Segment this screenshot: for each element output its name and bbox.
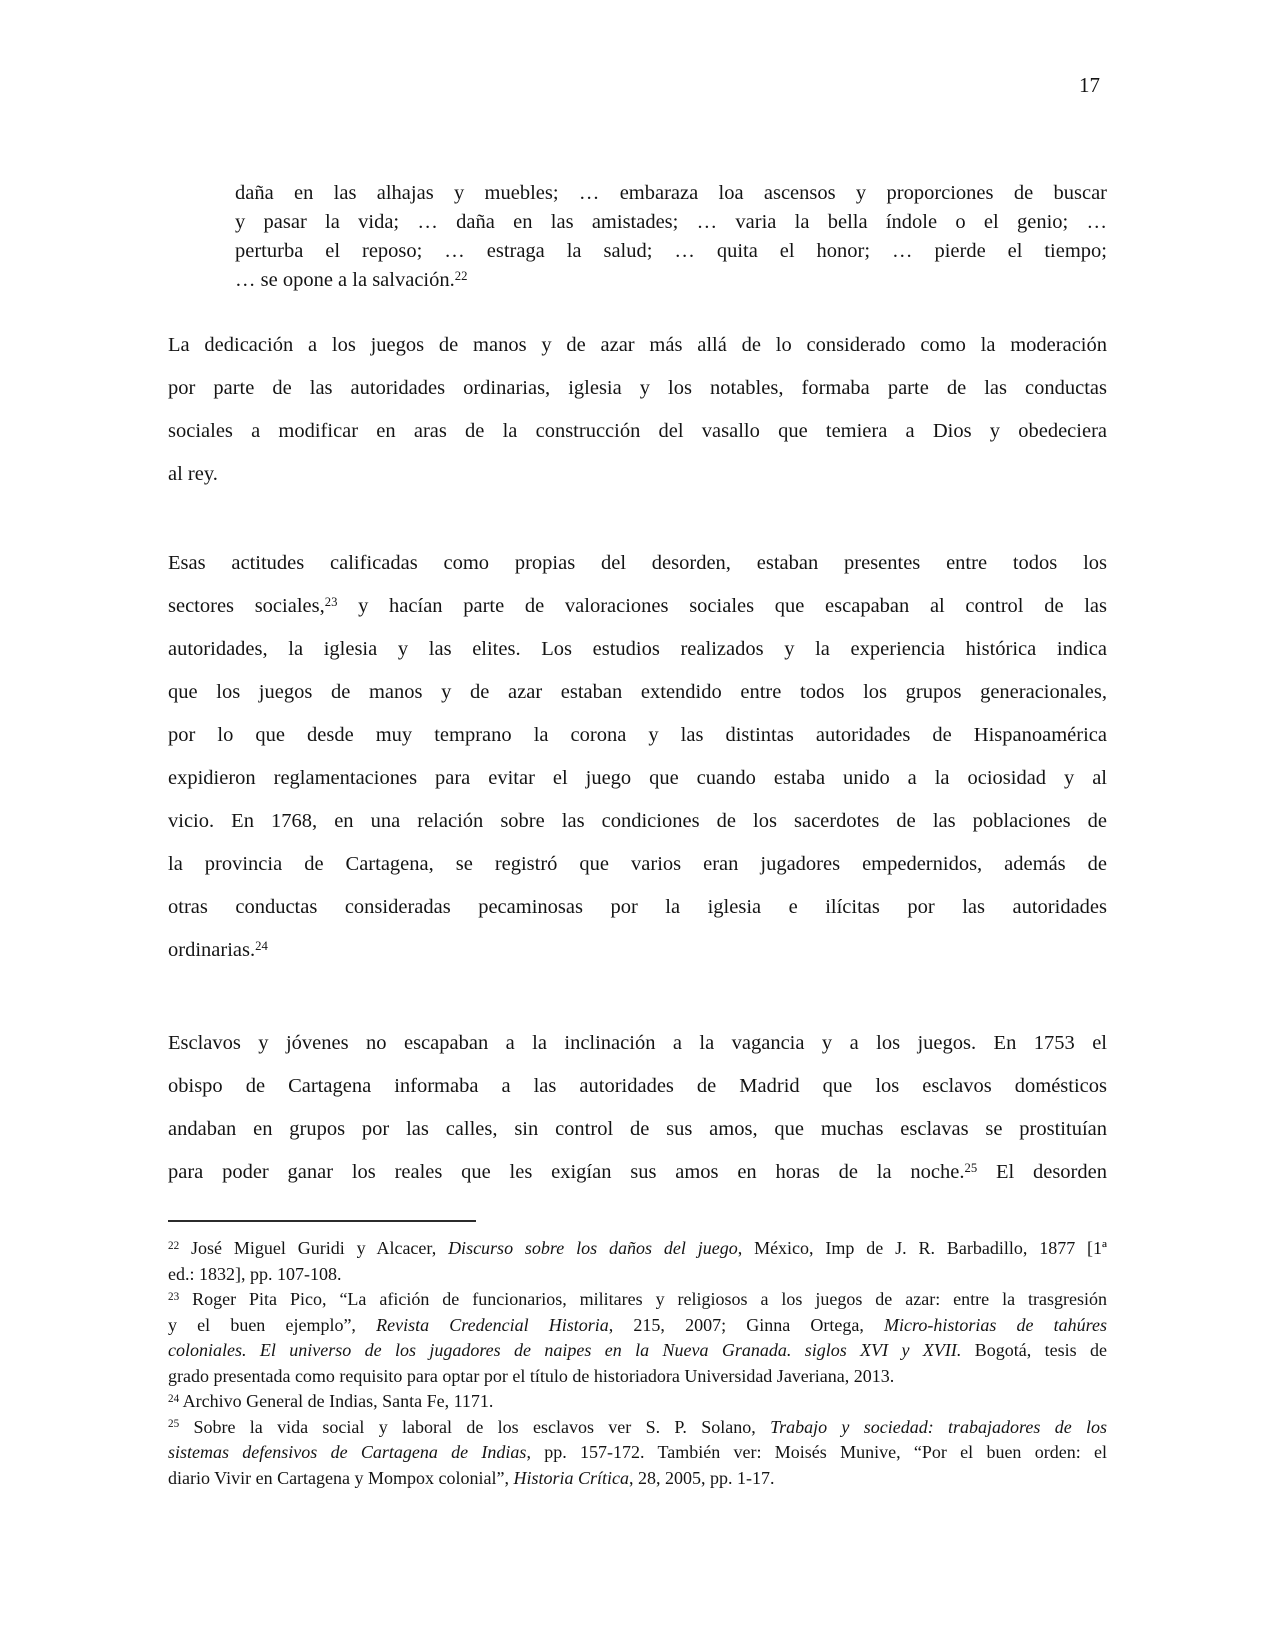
text-line	[168, 1236, 1107, 1262]
text-run: Discurso sobre los daños del juego	[448, 1238, 738, 1258]
text-line	[168, 757, 1107, 800]
text-run: y el buen ejemplo”,	[168, 1314, 377, 1335]
footnote-marker: 24	[168, 1392, 180, 1405]
paragraph-esclavos	[168, 1022, 1107, 1194]
text-run: Micro-historias de tahúres	[884, 1314, 1108, 1335]
text-run: por parte de las autoridades ordinarias, iglesia y los notables, formaba parte de las conductas	[168, 377, 1107, 399]
text-run: otras conductas consideradas pecaminosas por la iglesia e ilícitas por las autoridades	[168, 896, 1107, 918]
text-run: , 28, 2005, pp. 1-17.	[629, 1467, 775, 1488]
footnote-marker: 23	[168, 1290, 180, 1303]
paragraph-dedicacion	[168, 324, 1107, 496]
text-run: diario Vivir en Cartagena y Mompox colonial”,	[168, 1467, 514, 1488]
text-run: Historia Crítica	[513, 1467, 630, 1488]
text-line	[168, 410, 1107, 453]
text-line	[168, 1287, 1107, 1313]
text-line	[168, 1262, 1107, 1288]
footnote-marker: 25	[168, 1418, 180, 1431]
text-run: expidieron reglamentaciones para evitar el juego que cuando estaba unido a la ociosidad y al	[168, 767, 1107, 789]
text-line	[168, 671, 1107, 714]
text-line	[168, 1338, 1107, 1364]
text-line	[235, 237, 1107, 266]
text-run: por lo que desde muy temprano la corona y las distintas autoridades de Hispanoamérica	[168, 724, 1107, 746]
text-run: grado presentada como requisito para optar por el título de historiadora Universidad Javeriana, 2013.	[168, 1365, 895, 1386]
text-line	[168, 886, 1107, 929]
text-run: Bogotá, tesis de	[961, 1340, 1107, 1360]
text-run: , México, Imp de J. R. Barbadillo, 1877 [1ª	[737, 1238, 1108, 1258]
text-run: Revista Credencial Historia	[376, 1314, 609, 1335]
footnote-marker: 24	[255, 939, 268, 954]
footnote-24	[168, 1389, 1107, 1415]
text-line	[168, 1065, 1107, 1108]
text-line	[168, 929, 1107, 972]
text-run: , 215, 2007; Ginna Ortega,	[608, 1314, 885, 1335]
text-line	[235, 208, 1107, 237]
text-run: La dedicación a los juegos de manos y de azar más allá de lo considerado como la moderación	[168, 334, 1107, 356]
footnote-marker: 22	[168, 1239, 180, 1252]
text-line	[168, 1364, 1107, 1390]
text-run: Esas actitudes calificadas como propias del desorden, estaban presentes entre todos los	[168, 552, 1107, 574]
text-run: coloniales. El universo de los jugadores de naipes en la Nueva Granada. siglos XVI y XVII.	[168, 1340, 962, 1360]
footnote-marker: 22	[454, 269, 468, 284]
text-run: daña en las alhajas y muebles; … embaraza loa ascensos y proporciones de buscar	[235, 182, 1107, 204]
text-run: vicio. En 1768, en una relación sobre las condiciones de los sacerdotes de las poblaciones de	[168, 810, 1107, 832]
text-line	[235, 179, 1107, 208]
text-run: , pp. 157-172. También ver: Moisés Munive, “Por el buen orden: el	[526, 1442, 1107, 1462]
footnote-22	[168, 1236, 1107, 1287]
text-line	[168, 1313, 1107, 1339]
text-line	[168, 1389, 1107, 1415]
text-run: y hacían parte de valoraciones sociales que escapaban al control de las	[337, 595, 1107, 617]
text-run: al rey.	[168, 463, 218, 485]
text-line	[168, 585, 1107, 628]
text-line	[168, 800, 1107, 843]
footnote-separator	[168, 1220, 476, 1222]
text-run: sectores sociales,	[168, 595, 325, 617]
text-line	[168, 324, 1107, 367]
text-run: Sobre la vida social y laboral de los esclavos ver S. P. Solano,	[179, 1416, 771, 1437]
text-line	[168, 1466, 1107, 1492]
text-run: perturba el reposo; … estraga la salud; … quita el honor; … pierde el tiempo;	[235, 240, 1107, 262]
text-line	[168, 542, 1107, 585]
text-run: la provincia de Cartagena, se registró que varios eran jugadores empedernidos, además de	[168, 853, 1107, 875]
text-line	[168, 714, 1107, 757]
text-run: obispo de Cartagena informaba a las autoridades de Madrid que los esclavos domésticos	[168, 1075, 1107, 1097]
text-line	[168, 1440, 1107, 1466]
text-run: Archivo General de Indias, Santa Fe, 1171.	[179, 1391, 494, 1411]
text-run: El desorden	[977, 1161, 1107, 1183]
text-run: sistemas defensivos de Cartagena de Indias	[168, 1442, 527, 1462]
text-run: Esclavos y jóvenes no escapaban a la inclinación a la vagancia y a los juegos. En 1753 el	[168, 1032, 1107, 1054]
text-run: sociales a modificar en aras de la construcción del vasallo que temiera a Dios y obedeciera	[168, 420, 1107, 442]
text-line	[168, 843, 1107, 886]
text-run: andaban en grupos por las calles, sin control de sus amos, que muchas esclavas se prostituían	[168, 1118, 1107, 1140]
text-line	[168, 367, 1107, 410]
text-run: … se opone a la salvación.	[235, 269, 455, 291]
text-run: José Miguel Guridi y Alcacer,	[179, 1238, 449, 1258]
text-line	[168, 1151, 1107, 1194]
text-run: ed.: 1832], pp. 107-108.	[168, 1263, 342, 1284]
text-run: que los juegos de manos y de azar estaban extendido entre todos los grupos generacionales,	[168, 681, 1107, 703]
footnote-23	[168, 1287, 1107, 1389]
text-run: autoridades, la iglesia y las elites. Los estudios realizados y la experiencia histórica indica	[168, 638, 1107, 660]
text-line	[168, 1415, 1107, 1441]
text-run: y pasar la vida; … daña en las amistades; … varia la bella índole o el genio; …	[235, 211, 1107, 233]
text-line	[168, 453, 1107, 496]
paragraph-actitudes	[168, 542, 1107, 972]
text-run: ordinarias.	[168, 939, 256, 961]
footnote-marker: 25	[964, 1161, 978, 1176]
text-run: Roger Pita Pico, “La afición de funcionarios, militares y religiosos a los juegos de azar: entre la trasgresión	[179, 1289, 1107, 1309]
footnote-marker: 23	[324, 595, 338, 610]
page-number: 17	[1079, 73, 1100, 97]
text-line	[168, 628, 1107, 671]
text-run: para poder ganar los reales que les exigían sus amos en horas de la noche.	[168, 1161, 965, 1183]
text-run: Trabajo y sociedad: trabajadores de los	[770, 1416, 1108, 1437]
text-line	[168, 1022, 1107, 1065]
footnote-25	[168, 1415, 1107, 1492]
block-quote	[235, 179, 1107, 295]
text-line	[235, 266, 1107, 295]
text-line	[168, 1108, 1107, 1151]
footnotes-section	[168, 1236, 1107, 1491]
